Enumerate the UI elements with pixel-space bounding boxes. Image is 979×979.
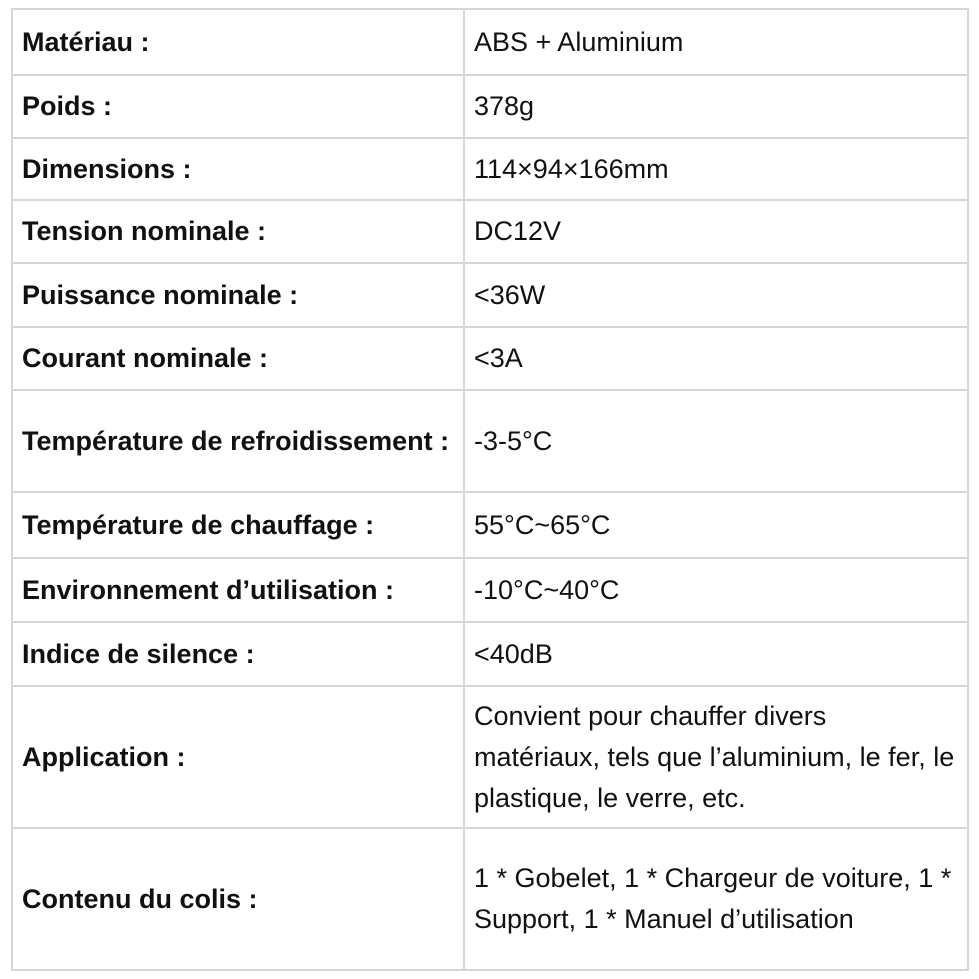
spec-label: Matériau : [12,9,464,75]
spec-table [11,8,969,971]
spec-label: Environnement d’utilisation : [12,558,464,622]
spec-label: Puissance nominale : [12,263,464,327]
spec-label: Dimensions : [12,138,464,200]
spec-value: DC12V [464,200,968,263]
table-row [12,327,968,390]
table-row [12,558,968,622]
table-row [12,138,968,200]
table-row [12,263,968,327]
spec-label: Courant nominale : [12,327,464,390]
spec-value: 114×94×166mm [464,138,968,200]
table-row [12,200,968,263]
spec-value: ABS + Aluminium [464,9,968,75]
table-row [12,75,968,138]
spec-value: <40dB [464,622,968,686]
table-row [12,686,968,828]
table-row [12,622,968,686]
spec-value: Convient pour chauffer divers matériaux, tels que l’aluminium, le fer, le plastique, le verre, etc. [464,686,968,828]
spec-value: -3-5°C [464,390,968,492]
spec-label: Contenu du colis : [12,828,464,970]
table-row [12,492,968,558]
spec-label: Température de chauffage : [12,492,464,558]
spec-label: Poids : [12,75,464,138]
spec-value: 55°C~65°C [464,492,968,558]
spec-value: -10°C~40°C [464,558,968,622]
spec-label: Indice de silence : [12,622,464,686]
table-row [12,390,968,492]
spec-label: Température de refroidissement : [12,390,464,492]
table-row [12,828,968,970]
spec-value: <36W [464,263,968,327]
spec-value: 378g [464,75,968,138]
table-row [12,9,968,75]
spec-label: Application : [12,686,464,828]
spec-value: <3A [464,327,968,390]
spec-label: Tension nominale : [12,200,464,263]
spec-value: 1 * Gobelet, 1 * Chargeur de voiture, 1 * Support, 1 * Manuel d’utilisation [464,828,968,970]
